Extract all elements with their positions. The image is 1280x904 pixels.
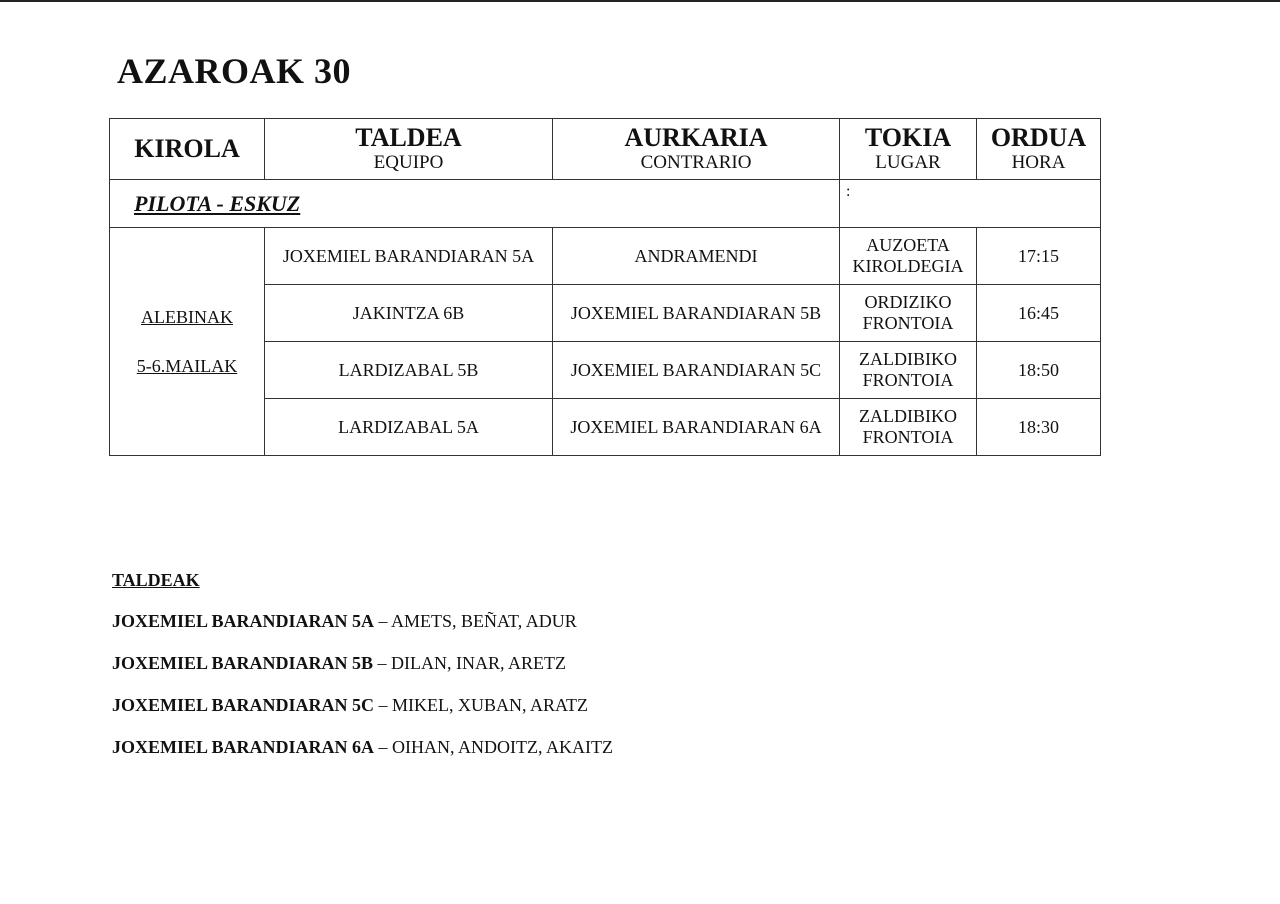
team-cell: LARDIZABAL 5B — [265, 342, 553, 399]
teams-heading: TALDEAK — [112, 570, 200, 590]
sport-note-cell: : — [840, 180, 1101, 228]
place-cell — [840, 399, 977, 456]
table-row — [110, 228, 1101, 285]
teams-section — [112, 570, 613, 779]
header-opponent-sub: CONTRARIO — [640, 152, 752, 173]
team-roster-line — [112, 695, 613, 717]
team-roster-name: JOXEMIEL BARANDIARAN 6A — [112, 737, 375, 757]
place-line-1: ZALDIBIKO — [859, 406, 957, 426]
sport-row — [110, 180, 1101, 228]
place-line-1: AUZOETA — [866, 235, 950, 255]
place-line-2: FRONTOIA — [862, 313, 954, 333]
place-line-1: ORDIZIKO — [864, 292, 952, 312]
team-cell: JAKINTZA 6B — [265, 285, 553, 342]
header-opponent-main: AURKARIA — [624, 123, 768, 152]
category-name: ALEBINAK — [141, 306, 233, 327]
category-level: 5-6.MAILAK — [136, 355, 238, 376]
team-roster-line — [112, 653, 613, 675]
place-cell — [840, 228, 977, 285]
sport-cell — [110, 180, 840, 228]
time-cell: 18:30 — [977, 399, 1101, 456]
category-cell — [110, 228, 265, 456]
header-sport-label: KIROLA — [134, 134, 240, 163]
team-roster-members: – DILAN, INAR, ARETZ — [373, 653, 567, 673]
team-roster-name: JOXEMIEL BARANDIARAN 5C — [112, 695, 375, 715]
header-time-sub: HORA — [1011, 152, 1066, 173]
opponent-cell: ANDRAMENDI — [553, 228, 840, 285]
header-row — [110, 119, 1101, 180]
header-place-main: TOKIA — [864, 123, 952, 152]
place-cell — [840, 285, 977, 342]
team-roster-line — [112, 737, 613, 759]
header-place — [840, 119, 977, 180]
team-roster-members: – OIHAN, ANDOITZ, AKAITZ — [374, 737, 613, 757]
match-schedule-table — [109, 118, 1101, 456]
header-team-sub: EQUIPO — [373, 152, 444, 173]
sport-label: PILOTA - ESKUZ — [134, 190, 301, 216]
top-border-line — [0, 0, 1280, 2]
team-roster-name: JOXEMIEL BARANDIARAN 5B — [112, 653, 374, 673]
header-team — [265, 119, 553, 180]
team-roster-members: – MIKEL, XUBAN, ARATZ — [374, 695, 589, 715]
header-opponent — [553, 119, 840, 180]
place-line-2: FRONTOIA — [862, 370, 954, 390]
header-time-main: ORDUA — [990, 123, 1087, 152]
header-sport — [110, 119, 265, 180]
team-cell: JOXEMIEL BARANDIARAN 5A — [265, 228, 553, 285]
place-line-1: ZALDIBIKO — [859, 349, 957, 369]
time-cell: 18:50 — [977, 342, 1101, 399]
place-line-2: KIROLDEGIA — [852, 256, 964, 276]
opponent-cell: JOXEMIEL BARANDIARAN 5C — [553, 342, 840, 399]
team-cell: LARDIZABAL 5A — [265, 399, 553, 456]
team-roster-members: – AMETS, BEÑAT, ADUR — [374, 611, 577, 631]
time-cell: 17:15 — [977, 228, 1101, 285]
team-roster-name: JOXEMIEL BARANDIARAN 5A — [112, 611, 375, 631]
place-line-2: FRONTOIA — [862, 427, 954, 447]
header-time — [977, 119, 1101, 180]
team-roster-line — [112, 611, 613, 633]
place-cell — [840, 342, 977, 399]
time-cell: 16:45 — [977, 285, 1101, 342]
opponent-cell: JOXEMIEL BARANDIARAN 5B — [553, 285, 840, 342]
page-title: AZAROAK 30 — [117, 51, 352, 91]
opponent-cell: JOXEMIEL BARANDIARAN 6A — [553, 399, 840, 456]
header-team-main: TALDEA — [355, 123, 462, 152]
header-place-sub: LUGAR — [875, 152, 941, 173]
